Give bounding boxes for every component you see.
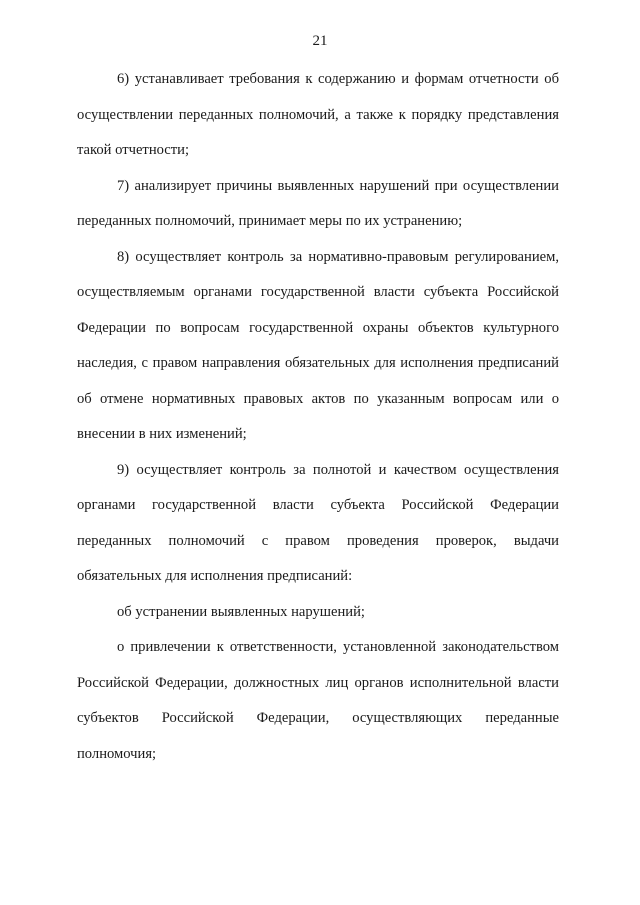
paragraph-item-7: 7) анализирует причины выявленных нарушений при осуществлении переданных полномочий, принимает меры по их устранению;	[77, 177, 559, 229]
paragraph-subitem-violations: об устранении выявленных нарушений;	[117, 603, 365, 620]
paragraph-item-9: 9) осуществляет контроль за полнотой и качеством осуществления органами государственной власти субъекта Российской Федерации переданных полномочий с правом проведения проверок, выдачи обязательных для исполнения предписаний:	[77, 461, 559, 584]
document-body	[77, 62, 559, 772]
paragraph-subitem-liability: о привлечении к ответственности, установленной законодательством Российской Федерации, должностных лиц органов исполнительной власти субъектов Российской Федерации, осуществляющих переданные полномочия;	[77, 639, 559, 762]
page-number: 21	[312, 33, 328, 49]
paragraph-item-6: 6) устанавливает требования к содержанию и формам отчетности об осуществлении переданных полномочий, а также к порядку представления такой отчетности;	[77, 71, 559, 158]
paragraph-item-8: 8) осуществляет контроль за нормативно-правовым регулированием, осуществляемым органами государственной власти субъекта Российской Федерации по вопросам государственной охраны объектов культурного наследия, с правом направления обязательных для исполнения предписаний об отмене нормативных правовых актов по указанным вопросам или о внесении в них изменений;	[77, 248, 559, 442]
